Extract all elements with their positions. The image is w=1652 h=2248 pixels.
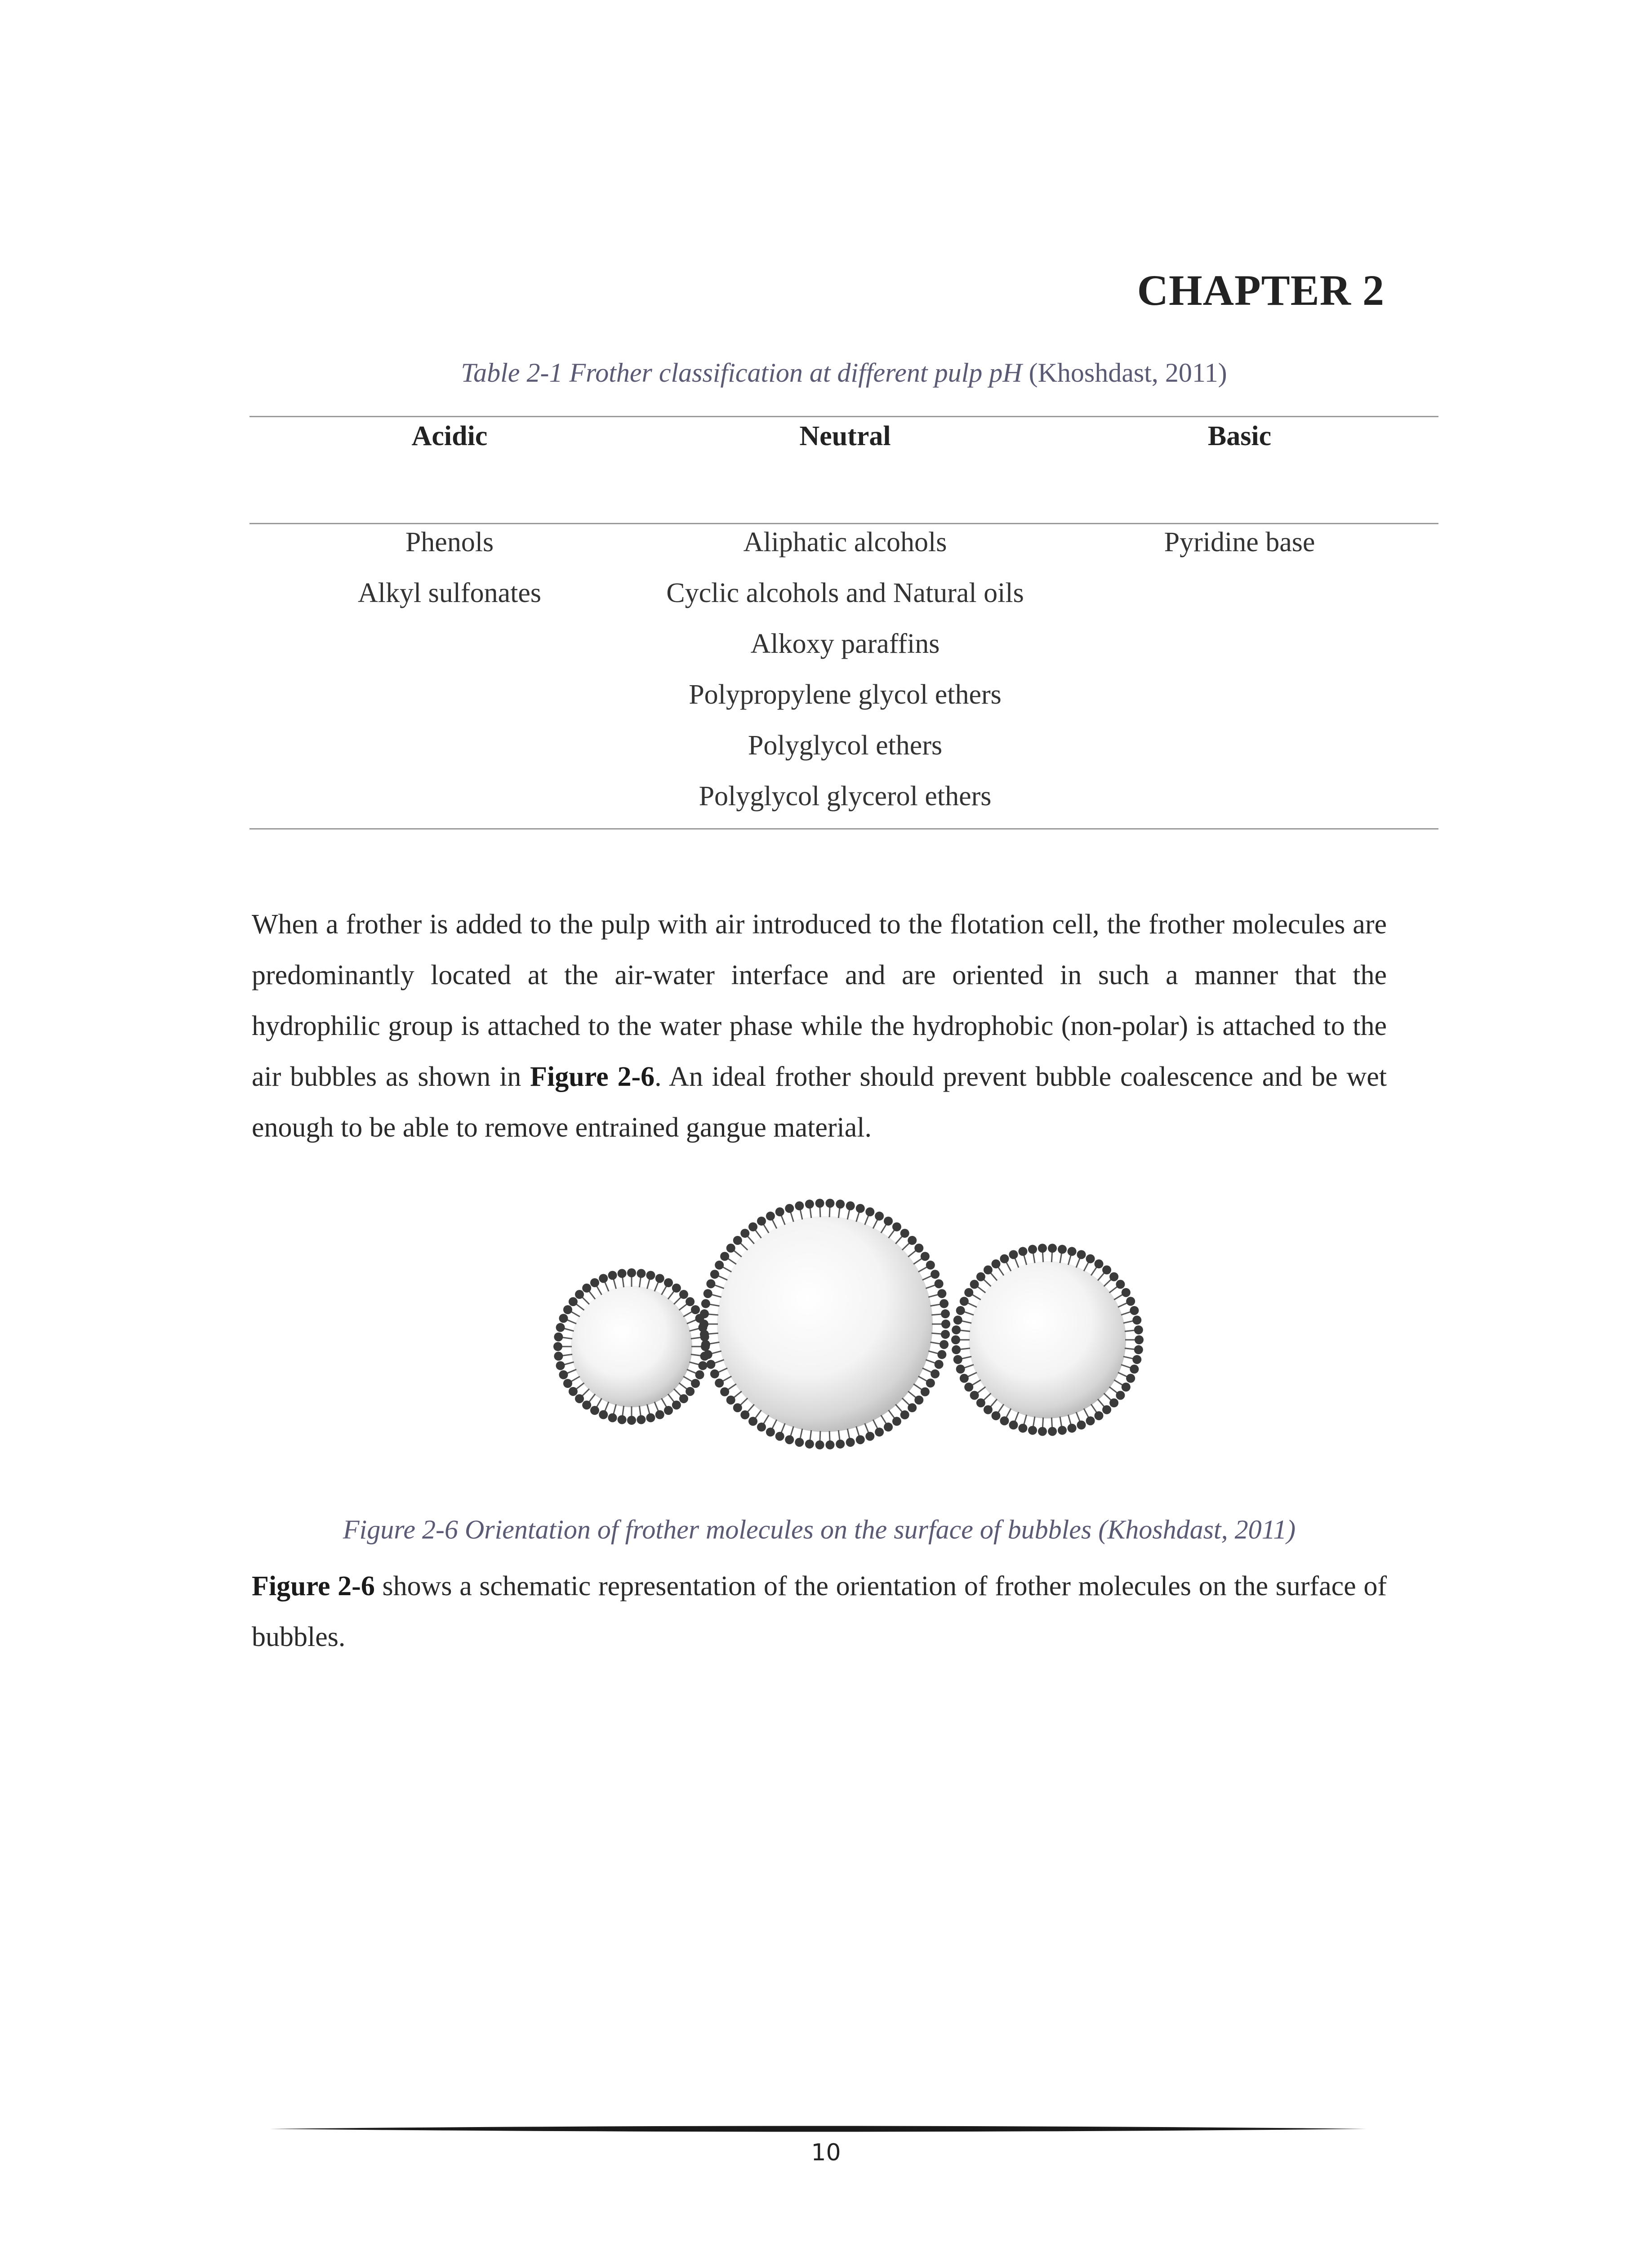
table-cell: Phenols [405, 527, 494, 558]
large-bubble [699, 1199, 950, 1450]
table-header-basic: Basic [1207, 421, 1272, 451]
table-caption-title: Table 2-1 Frother classification at different pulp pH [461, 358, 1022, 388]
paragraph-text: shows a schematic representation of the orientation of frother molecules on the surface of bubbles. [252, 1571, 1387, 1652]
table-column-neutral [650, 527, 1041, 832]
paragraph-text: . An ideal frother should prevent bubble coalescence and be wet enough to be able to remove entrained gangue material. [252, 1062, 1387, 1143]
paragraph-text: When a frother is added to the pulp with air introduced to the flotation cell, the frother molecules are predominantly located at the air-water interface and are oriented in such a manner that the hydrophilic group is attached to the water phase while the hydrophobic (non-polar) is attached to the air bubbles as shown in [252, 909, 1387, 1092]
medium-bubble [951, 1244, 1144, 1436]
footer-rule [270, 2122, 1367, 2136]
table-caption-citation: (Khoshdast, 2011) [1029, 358, 1227, 388]
table-cell: Aliphatic alcohols [743, 527, 947, 558]
table-column-acidic [249, 527, 650, 629]
table-column-basic [1041, 527, 1438, 578]
table-header-rule [249, 523, 1438, 524]
table-cell: Polyglycol glycerol ethers [699, 781, 992, 812]
table-header-acidic: Acidic [411, 421, 488, 451]
table-top-rule [249, 416, 1438, 417]
table-cell: Pyridine base [1164, 527, 1315, 558]
table-cell: Alkoxy paraffins [750, 629, 940, 659]
small-bubble [553, 1268, 710, 1425]
body-paragraph-2 [252, 1561, 1387, 1663]
chapter-heading: CHAPTER 2 [1137, 266, 1385, 314]
figure-reference: Figure 2-6 [530, 1062, 655, 1092]
table-header-neutral: Neutral [799, 421, 891, 451]
page-number: 10 [811, 2139, 841, 2166]
body-paragraph-1 [252, 899, 1387, 1153]
figure-reference: Figure 2-6 [252, 1571, 375, 1601]
table-cell: Polypropylene glycol ethers [689, 679, 1002, 710]
table-cell: Cyclic alcohols and Natural oils [666, 578, 1024, 608]
table-cell: Polyglycol ethers [748, 730, 943, 761]
bubble-figure [512, 1182, 1178, 1461]
table-caption [249, 357, 1438, 388]
figure-caption: Figure 2-6 Orientation of frother molecules on the surface of bubbles (Khoshdast, 2011) [343, 1515, 1296, 1544]
table-cell: Alkyl sulfonates [357, 578, 542, 608]
